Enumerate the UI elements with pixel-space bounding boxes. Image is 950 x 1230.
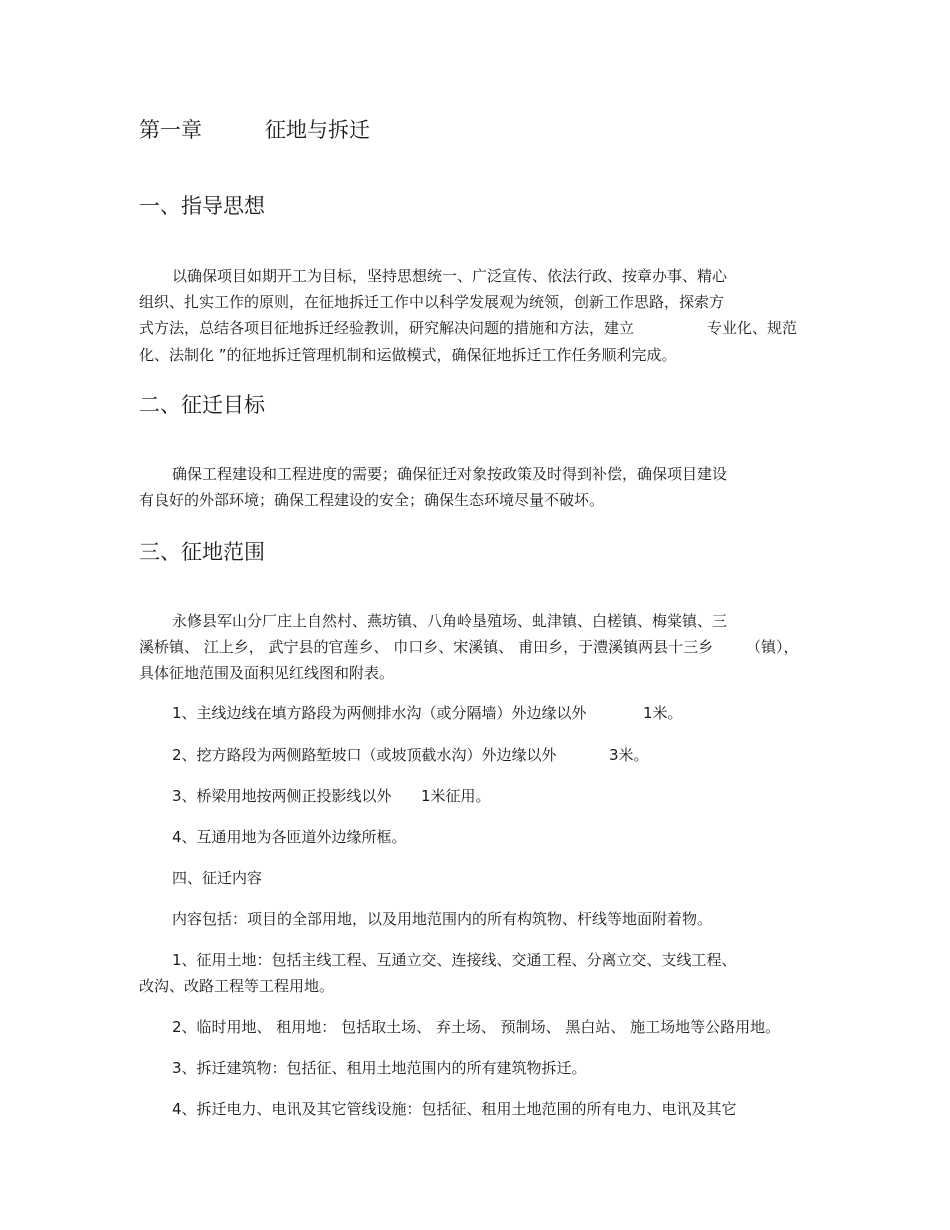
paragraph-line: 3、拆迁建筑物：包括征、租用土地范围内的所有建筑物拆迁。 xyxy=(172,1059,587,1077)
paragraph-line: 组织、扎实工作的原则，在征地拆迁工作中以科学发展观为统领，创新工作思路，探索方 xyxy=(139,293,725,311)
paragraph-line: 1、征用土地：包括主线工程、互通立交、连接线、交通工程、分离立交、支线工程、 xyxy=(172,951,737,969)
paragraph-line: 溪桥镇、 江上乡， 武宁县的官莲乡、 巾口乡、宋溪镇、 甫田乡，于澧溪镇两县十三乡 xyxy=(139,638,714,656)
section-heading-1: 一、指导思想 xyxy=(139,194,265,218)
list-item-value: 1米。 xyxy=(643,704,683,722)
paragraph-line: 确保工程建设和工程进度的需要；确保征迁对象按政策及时得到补偿，确保项目建设 xyxy=(172,465,728,483)
list-item-value: 3米。 xyxy=(609,746,649,764)
list-item-text: 2、挖方路段为两侧路堑坡口（或坡顶截水沟）外边缘以外 xyxy=(172,746,557,764)
list-item-text: 4、互通用地为各匝道外边缘所框。 xyxy=(172,828,407,846)
section-heading-4: 四、征迁内容 xyxy=(172,869,263,887)
paragraph-line: 以确保项目如期开工为目标，坚持思想统一、广泛宣传、依法行政、按章办事、精心 xyxy=(172,267,728,285)
paragraph-line: 专业化、规范 xyxy=(707,319,798,337)
paragraph-line: 内容包括：项目的全部用地，以及用地范围内的所有构筑物、杆线等地面附着物。 xyxy=(172,910,713,928)
paragraph-line: 化、法制化 ”的征地拆迁管理机制和运做模式，确保征地拆迁工作任务顺利完成。 xyxy=(139,346,677,364)
list-item-text: 3、桥梁用地按两侧正投影线以外 xyxy=(172,787,392,805)
paragraph-line: 2、临时用地、 租用地： 包括取土场、 弃土场、 预制场、 黑白站、 施工场地等公路用地。 xyxy=(172,1018,781,1036)
list-item-value: 1米征用。 xyxy=(421,787,491,805)
list-item-text: 1、主线边线在填方路段为两侧排水沟（或分隔墙）外边缘以外 xyxy=(172,704,587,722)
paragraph-line: （镇）， xyxy=(746,638,799,656)
chapter-number: 第一章 xyxy=(139,118,202,142)
paragraph-line: 具体征地范围及面积见红线图和附表。 xyxy=(139,664,395,682)
paragraph-line: 永修县军山分厂庄上自然村、燕坊镇、八角岭垦殖场、虬津镇、白槎镇、梅棠镇、三 xyxy=(172,612,728,630)
paragraph-line: 有良好的外部环境；确保工程建设的安全；确保生态环境尽量不破坏。 xyxy=(139,491,605,509)
chapter-title: 征地与拆迁 xyxy=(265,118,370,142)
section-heading-3: 三、征地范围 xyxy=(139,540,265,564)
section-heading-2: 二、征迁目标 xyxy=(139,393,265,417)
paragraph-line: 4、拆迁电力、电讯及其它管线设施：包括征、租用土地范围的所有电力、电讯及其它 xyxy=(172,1100,737,1118)
paragraph-line: 式方法，总结各项目征地拆迁经验教训，研究解决问题的措施和方法，建立 xyxy=(139,319,635,337)
paragraph-line: 改沟、改路工程等工程用地。 xyxy=(139,977,335,995)
